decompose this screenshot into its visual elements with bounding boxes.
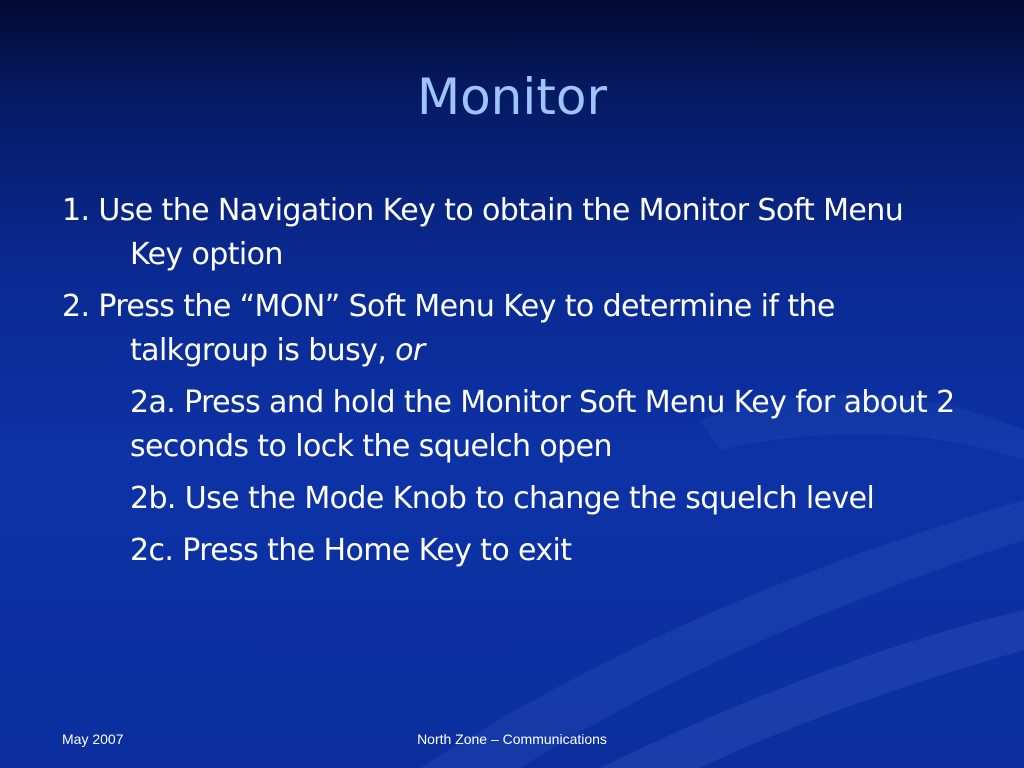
step-2c: 2c. Press the Home Key to exit	[130, 533, 572, 568]
slide-body	[62, 189, 962, 581]
step-2-text: 2. Press the “MON” Soft Menu Key to determine if the talkgroup is busy,	[62, 289, 835, 368]
step-2-emphasis: or	[395, 333, 425, 368]
footer-date: May 2007	[62, 731, 124, 747]
footer-center-text: North Zone – Communications	[417, 731, 607, 747]
step-2a: 2a. Press and hold the Monitor Soft Menu Key for about 2 seconds to lock the squelch open	[130, 385, 955, 464]
step-1: 1. Use the Navigation Key to obtain the Monitor Soft Menu Key option	[62, 193, 904, 272]
step-2b: 2b. Use the Mode Knob to change the squelch level	[130, 481, 875, 516]
slide-title: Monitor	[416, 68, 608, 126]
step-2	[62, 285, 962, 373]
